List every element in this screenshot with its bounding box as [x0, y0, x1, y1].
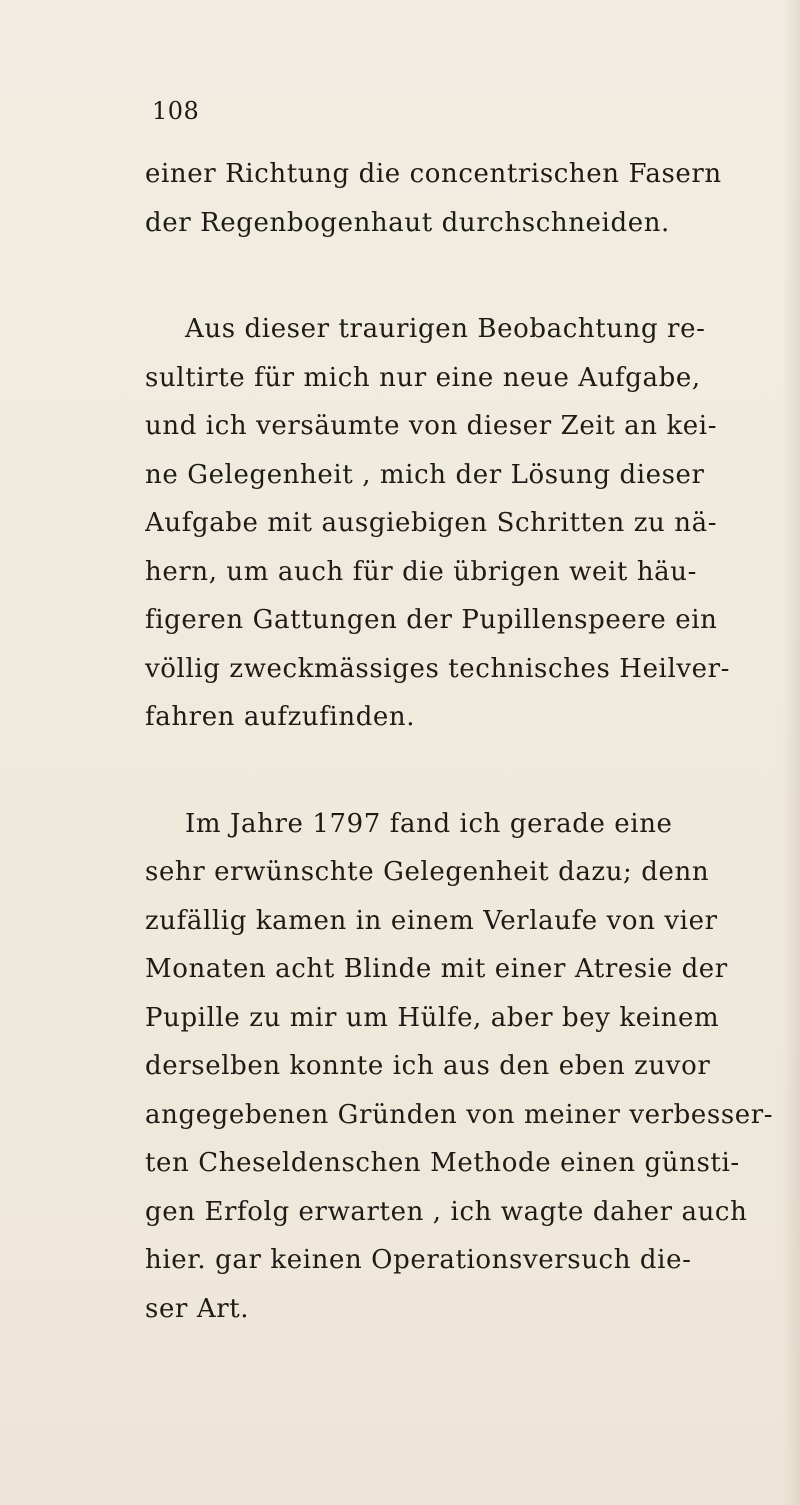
- text-line: und ich versäumte von dieser Zeit an kei-: [145, 411, 718, 441]
- text-line: ser Art.: [145, 1293, 250, 1324]
- text-line: Monaten acht Blinde mit einer Atresie der: [145, 954, 728, 984]
- text-line: Im Jahre 1797 fand ich gerade eine: [185, 808, 673, 839]
- text-line: ten Cheseldenschen Methode einen günsti-: [145, 1148, 740, 1178]
- text-line: Aufgabe mit ausgiebigen Schritten zu nä-: [145, 508, 718, 538]
- text-line: Aus dieser traurigen Beobachtung re-: [185, 314, 706, 344]
- text-line: zufällig kamen in einem Verlaufe von vier: [145, 905, 718, 936]
- text-line: derselben konnte ich aus den eben zuvor: [145, 1051, 711, 1081]
- paragraph-3: [145, 800, 785, 1334]
- text-line: ne Gelegenheit , mich der Lösung dieser: [145, 459, 705, 490]
- text-line: angegebenen Gründen von meiner verbesser-: [145, 1099, 774, 1130]
- text-line: hern, um auch für die übrigen weit häu-: [145, 556, 698, 587]
- paragraph-2: [145, 305, 785, 742]
- text-line: hier. gar keinen Operationsversuch die-: [145, 1245, 692, 1275]
- text-line: fahren aufzufinden.: [145, 702, 416, 732]
- body-text: [145, 150, 785, 1333]
- text-line: Pupille zu mir um Hülfe, aber bey keinem: [145, 1002, 720, 1033]
- page-number: 108: [152, 97, 200, 125]
- paragraph-1: [145, 150, 785, 247]
- text-line: der Regenbogenhaut durchschneiden.: [145, 207, 670, 238]
- text-line: sehr erwünschte Gelegenheit dazu; denn: [145, 857, 710, 887]
- text-line: figeren Gattungen der Pupillenspeere ein: [145, 605, 718, 635]
- text-line: gen Erfolg erwarten , ich wagte daher auch: [145, 1196, 748, 1227]
- paragraph-gap: [145, 742, 785, 800]
- text-line: sultirte für mich nur eine neue Aufgabe,: [145, 362, 701, 393]
- text-line: völlig zweckmässiges technisches Heilver-: [145, 653, 731, 684]
- text-line: einer Richtung die concentrischen Fasern: [145, 159, 722, 189]
- paragraph-gap: [145, 247, 785, 305]
